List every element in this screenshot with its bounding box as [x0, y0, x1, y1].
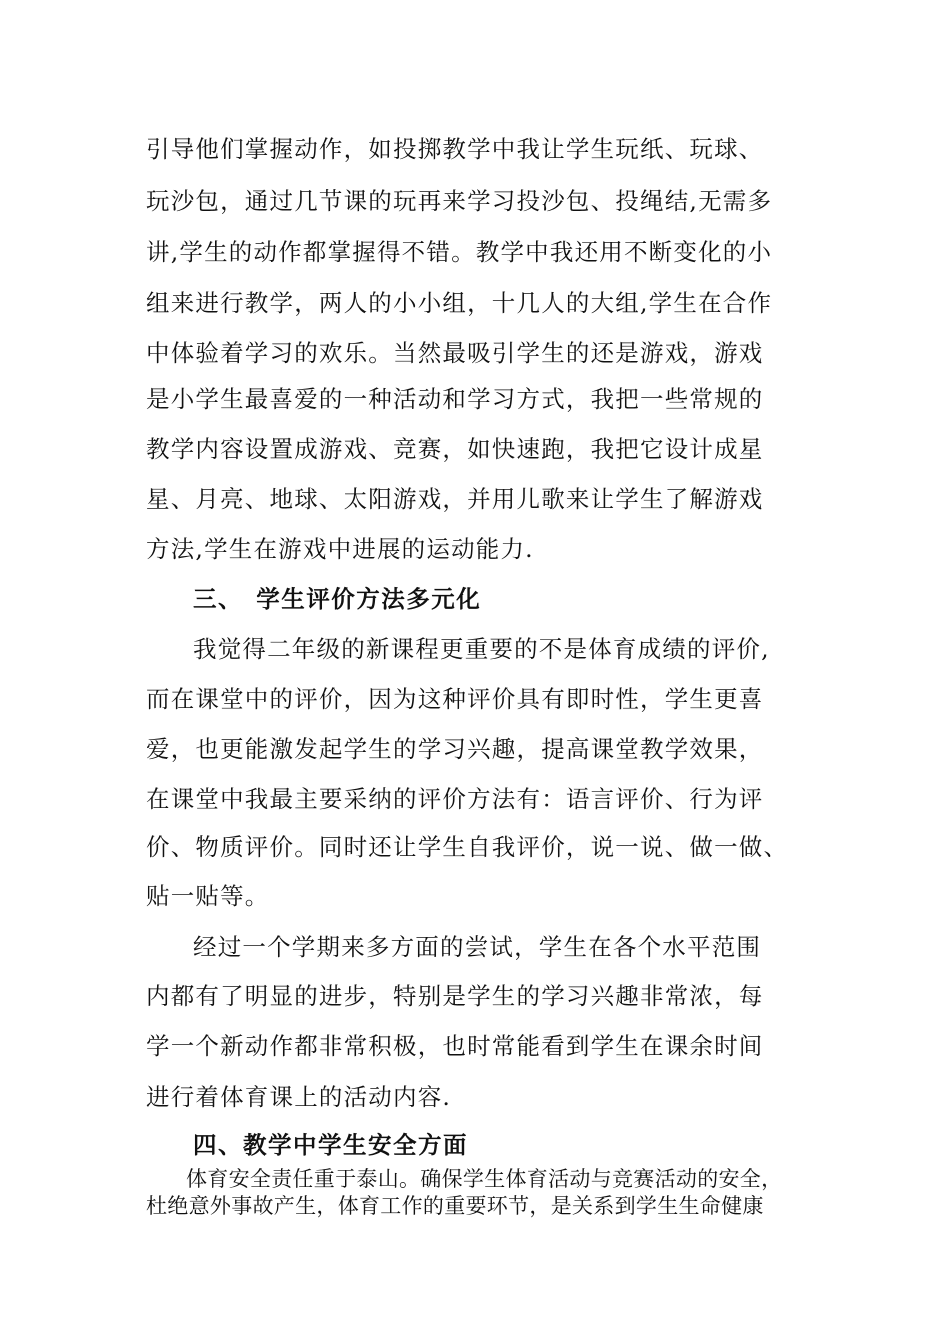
text-line: 玩沙包，通过几节课的玩再来学习投沙包、投绳结,无需多: [146, 187, 773, 215]
text-line: 我觉得二年级的新课程更重要的不是体育成绩的评价,: [193, 635, 770, 663]
text-line: 内都有了明显的进步，特别是学生的学习兴趣非常浓，每: [146, 982, 764, 1010]
text-line: 体育安全责任重于泰山。确保学生体育活动与竞赛活动的安全，: [186, 1167, 783, 1191]
text-line: 学一个新动作都非常积极，也时常能看到学生在课余时间: [146, 1032, 764, 1060]
text-line: 组来进行教学，两人的小小组，十几人的大组,学生在合作: [146, 289, 773, 317]
text-line: 贴一贴等。: [146, 882, 270, 910]
text-line: 而在课堂中的评价，因为这种评价具有即时性，学生更喜: [146, 685, 764, 713]
text-line: 教学内容设置成游戏、竞赛，如快速跑，我把它设计成星: [146, 435, 764, 463]
text-line: 方法,学生在游戏中进展的运动能力.: [146, 535, 534, 563]
section-heading-4: 四、教学中学生安全方面: [193, 1131, 468, 1159]
text-line: 中体验着学习的欢乐。当然最吸引学生的还是游戏，游戏: [146, 339, 764, 367]
text-line: 杜绝意外事故产生，体育工作的重要环节，是关系到学生生命健康: [146, 1194, 764, 1218]
text-line: 讲,学生的动作都掌握得不错。教学中我还用不断变化的小: [146, 238, 773, 266]
section-heading-3: 三、 学生评价方法多元化: [193, 585, 482, 613]
text-line: 在课堂中我最主要采纳的评价方法有：语言评价、行为评: [146, 785, 764, 813]
text-line: 是小学生最喜爱的一种活动和学习方式，我把一些常规的: [146, 385, 764, 413]
text-line: 进行着体育课上的活动内容.: [146, 1083, 452, 1111]
text-line: 引导他们掌握动作，如投掷教学中我让学生玩纸、玩球、: [146, 135, 764, 163]
text-line: 星、月亮、地球、太阳游戏，并用儿歌来让学生了解游戏: [146, 485, 764, 513]
text-line: 价、物质评价。同时还让学生自我评价，说一说、做一做、: [146, 833, 789, 861]
text-line: 爱，也更能激发起学生的学习兴趣，提高课堂教学效果，: [146, 735, 764, 763]
text-line: 经过一个学期来多方面的尝试，学生在各个水平范围: [193, 933, 762, 961]
